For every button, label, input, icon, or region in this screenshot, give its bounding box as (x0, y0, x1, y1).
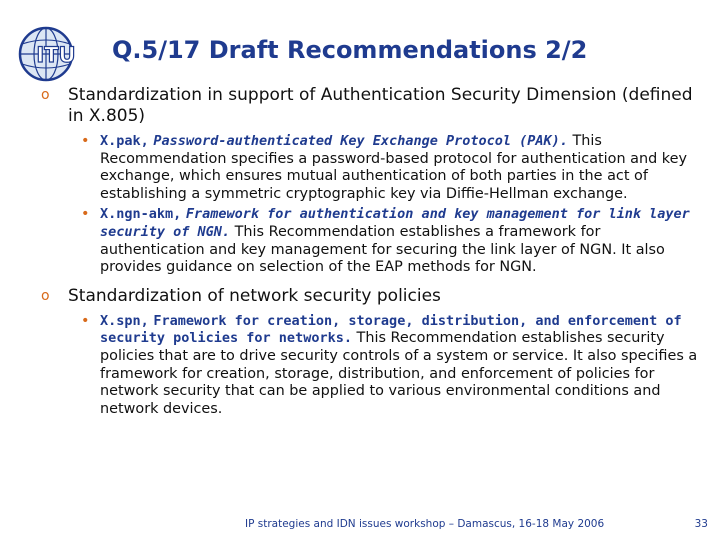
recommendation-title: Framework for authentication and key management for link layer security of NGN. (100, 206, 690, 240)
section-bullet-icon: o (41, 287, 50, 304)
recommendation-code: X.spn, (100, 312, 149, 329)
logo-text: ITU (36, 43, 76, 67)
section-text: Standardization in support of Authentication Security Dimension (defined in X.805) (68, 85, 693, 126)
list-item-x-pak (40, 133, 705, 203)
recommendation-title: Framework for creation, storage, distribution, and enforcement of security policies for networks. (100, 312, 682, 347)
list-item-x-spn (40, 313, 705, 419)
recommendation-description: This Recommendation establishes a framework for authentication and key management for securing the link layer of NGN. It also provides guidance on selection of the EAP methods for NGN. (100, 223, 665, 276)
recommendation-code: X.ngn-akm, (100, 206, 182, 223)
footer-text: IP strategies and IDN issues workshop – Damascus, 16-18 May 2006 (245, 518, 605, 530)
bullet-dot-icon: • (81, 133, 90, 149)
itu-globe-icon (16, 24, 90, 84)
page-number: 33 (694, 518, 708, 530)
itu-logo (16, 24, 90, 84)
recommendation-code: X.pak, (100, 133, 149, 149)
recommendation-title: Password-authenticated Key Exchange Protocol (PAK). (153, 133, 568, 149)
section-text: Standardization of network security policies (68, 285, 441, 306)
recommendation-description: This Recommendation specifies a password-based protocol for authentication and key exchange, which ensures mutual authentication of both parties in the act of establishing a symmetric cryptographic key via Diffie-Hellman exchange. (100, 133, 687, 202)
slide-body (40, 85, 705, 421)
recommendation-description: This Recommendation establishes security policies that are to drive security controls of a system or service. It also specifies a framework for creation, storage, distribution, and enforcement of policies for network security that can be applied to various environmental conditions and network devices. (100, 330, 698, 417)
section-authentication (40, 85, 705, 127)
section-authentication-items (40, 133, 705, 277)
section-bullet-icon: o (41, 87, 50, 103)
list-item-x-ngn-akm (40, 206, 705, 276)
section-security-policies-items (40, 313, 705, 419)
bullet-dot-icon: • (81, 206, 90, 223)
bullet-dot-icon: • (81, 312, 90, 329)
section-security-policies (40, 286, 705, 307)
page-title: Q.5/17 Draft Recommendations 2/2 (112, 36, 588, 64)
